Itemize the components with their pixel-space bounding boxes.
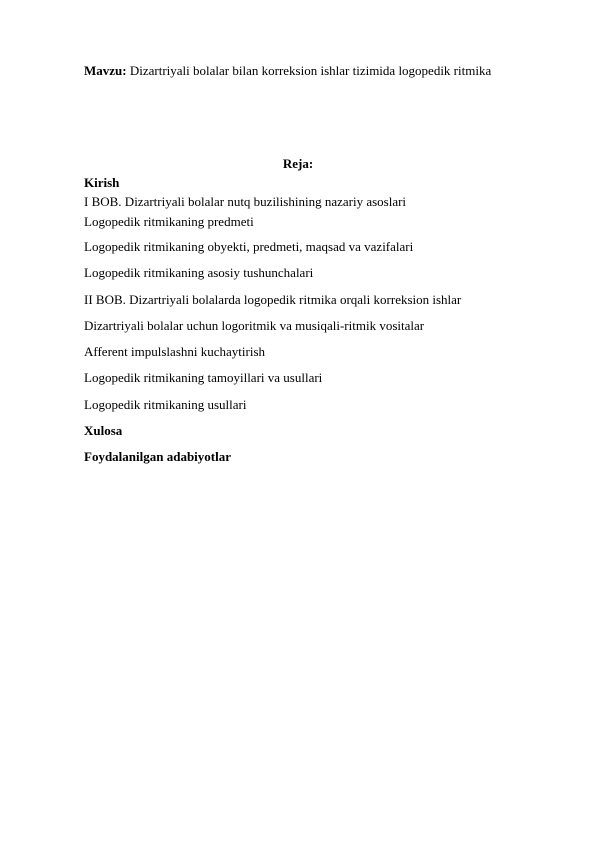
- plan-item: Logopedik ritmikaning predmeti: [84, 214, 254, 229]
- plan-item: Logopedik ritmikaning tamoyillari va usullari: [84, 370, 323, 385]
- plan-item-chapter-2: II BOB. Dizartriyali bolalarda logopedik ritmika orqali korreksion ishlar: [84, 292, 462, 307]
- plan-item-chapter-1: I BOB. Dizartriyali bolalar nutq buzilishining nazariy asoslari: [84, 194, 407, 209]
- topic-label: Mavzu:: [84, 63, 127, 78]
- plan-item: Dizartriyali bolalar uchun logoritmik va musiqali-ritmik vositalar: [84, 318, 425, 333]
- plan-title: Reja:: [282, 156, 314, 171]
- plan-item-references: Foydalanilgan adabiyotlar: [84, 449, 231, 464]
- plan-item-conclusion: Xulosa: [84, 423, 123, 438]
- plan-item: Logopedik ritmikaning obyekti, predmeti, maqsad va vazifalari: [84, 239, 414, 254]
- topic-text: Dizartriyali bolalar bilan korreksion ishlar tizimida logopedik ritmika: [129, 63, 492, 78]
- plan-item: Afferent impulslashni kuchaytirish: [84, 344, 266, 359]
- plan-item: Logopedik ritmikaning usullari: [84, 397, 247, 412]
- plan-item: Logopedik ritmikaning asosiy tushunchalari: [84, 265, 314, 280]
- plan-item-introduction: Kirish: [84, 175, 120, 190]
- document-topic: [84, 63, 491, 79]
